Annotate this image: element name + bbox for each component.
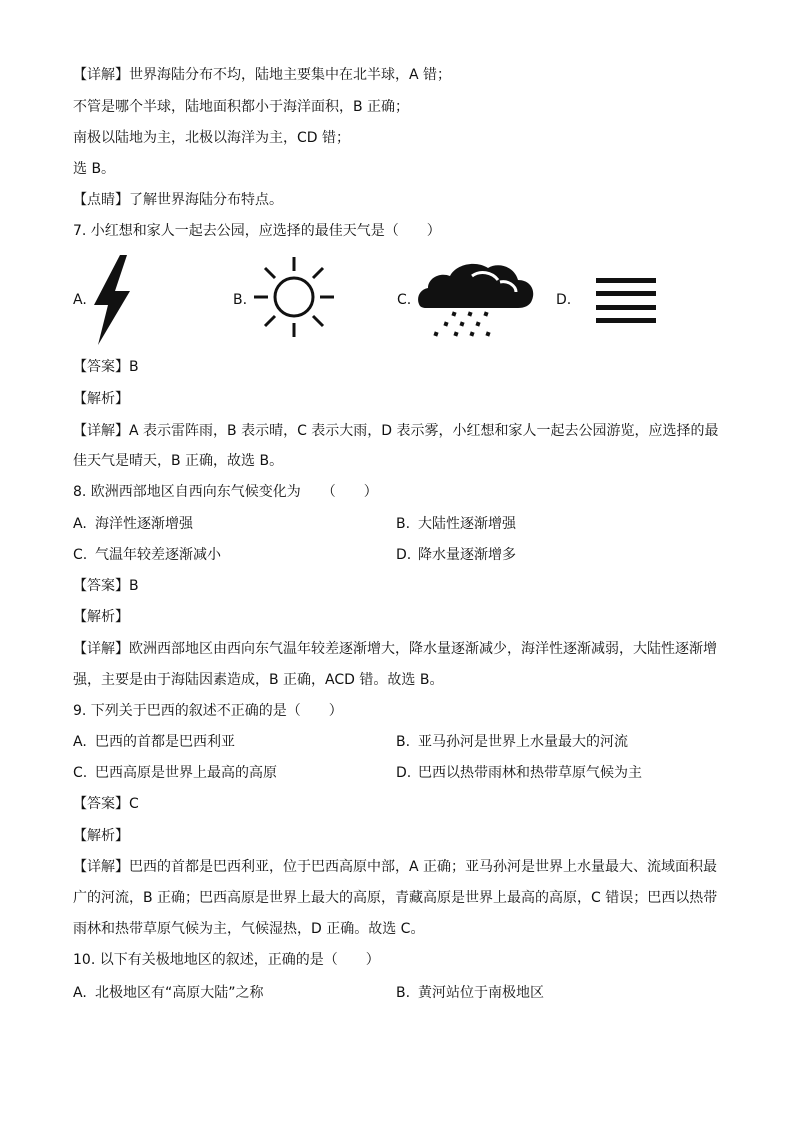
q7-analysis-label: 【解析】: [73, 391, 129, 407]
q9-option-b: [396, 732, 628, 752]
q9-option-d-letter: D.: [396, 765, 412, 781]
q8-stem: 8. 欧洲西部地区自西向东气候变化为 （ ）: [73, 484, 378, 500]
q10-option-a: [73, 983, 264, 1003]
q9-option-a: [73, 732, 235, 752]
q7-option-c-letter: C.: [397, 292, 412, 308]
q7-stem: 7. 小红想和家人一起去公园，应选择的最佳天气是（ ）: [73, 223, 441, 239]
q9-analysis-label: 【解析】: [73, 828, 129, 844]
q7-detail-line-1: 【详解】A 表示雷阵雨，B 表示晴，C 表示大雨，D 表示雾，小红想和家人一起去公园游览，应选择的最: [73, 423, 719, 439]
q9-detail-line-3: 雨林和热带草原气候为主，气候湿热，D 正确。故选 C。: [73, 921, 425, 937]
q8-option-c-letter: C.: [73, 547, 88, 563]
q10-option-b-text: 黄河站位于南极地区: [418, 985, 544, 1001]
q7-options-row: [0, 250, 794, 350]
q8-option-d: [396, 545, 516, 565]
sunny-icon: [252, 255, 336, 339]
q8-option-d-text: 降水量逐渐增多: [418, 547, 516, 563]
q9-option-c-letter: C.: [73, 765, 88, 781]
q9-option-a-text: 巴西的首都是巴西利亚: [95, 734, 235, 750]
q8-option-d-letter: D.: [396, 547, 412, 563]
q10-option-b-letter: B.: [396, 985, 411, 1001]
q9-detail-line-2: 广的河流，B 正确；巴西高原是世界上最大的高原，青藏高原是世界上最高的高原，C 错误；巴西以热带: [73, 890, 718, 906]
thunder-icon: [88, 255, 134, 345]
q8-answer: 【答案】B: [73, 578, 139, 594]
q9-option-b-letter: B.: [396, 734, 411, 750]
q7-answer: 【答案】B: [73, 359, 139, 375]
q9-detail-line-1: 【详解】巴西的首都是巴西利亚，位于巴西高原中部，A 正确；亚马孙河是世界上水量最大、流域面积最: [73, 859, 718, 875]
q8-option-a-text: 海洋性逐渐增强: [95, 516, 193, 532]
heavy-rain-icon: [414, 260, 538, 340]
q8-option-a: [73, 514, 193, 534]
q7-option-a-letter: A.: [73, 292, 87, 308]
q10-stem: 10. 以下有关极地地区的叙述，正确的是（ ）: [73, 952, 380, 968]
q8-option-b: [396, 514, 516, 534]
q8-option-c-text: 气温年较差逐渐减小: [95, 547, 221, 563]
q8-detail-line-1: 【详解】欧洲西部地区由西向东气温年较差逐渐增大，降水量逐渐减少，海洋性逐渐减弱，大陆性逐渐增: [73, 641, 717, 657]
q7-option-b-letter: B.: [233, 292, 248, 308]
q8-detail-line-2: 强，主要是由于海陆因素造成，B 正确，ACD 错。故选 B。: [73, 672, 444, 688]
q6-detail-line-3: 南极以陆地为主，北极以海洋为主，CD 错；: [73, 130, 351, 146]
q6-detail-line-1: 【详解】世界海陆分布不均，陆地主要集中在北半球，A 错；: [73, 67, 452, 83]
q6-tip: 【点睛】了解世界海陆分布特点。: [73, 192, 283, 208]
q10-option-b: [396, 983, 544, 1003]
q10-option-a-text: 北极地区有“高原大陆”之称: [95, 985, 264, 1001]
q7-detail-line-2: 佳天气是晴天，B 正确，故选 B。: [73, 453, 284, 469]
fog-icon: [596, 278, 656, 324]
q9-option-d-text: 巴西以热带雨林和热带草原气候为主: [418, 765, 642, 781]
q6-detail-line-4: 选 B。: [73, 161, 116, 177]
q9-option-b-text: 亚马孙河是世界上水量最大的河流: [418, 734, 628, 750]
q8-analysis-label: 【解析】: [73, 609, 129, 625]
q9-stem: 9. 下列关于巴西的叙述不正确的是（ ）: [73, 703, 343, 719]
q9-option-c: [73, 763, 277, 783]
q9-option-c-text: 巴西高原是世界上最高的高原: [95, 765, 277, 781]
q7-option-d-letter: D.: [556, 292, 572, 308]
q8-option-b-letter: B.: [396, 516, 411, 532]
q10-option-a-letter: A.: [73, 985, 87, 1001]
q6-detail-line-2: 不管是哪个半球，陆地面积都小于海洋面积，B 正确；: [73, 99, 410, 115]
q9-answer: 【答案】C: [73, 796, 139, 812]
q9-option-a-letter: A.: [73, 734, 87, 750]
q8-option-b-text: 大陆性逐渐增强: [418, 516, 516, 532]
q8-option-a-letter: A.: [73, 516, 87, 532]
q8-option-c: [73, 545, 221, 565]
q9-option-d: [396, 763, 642, 783]
